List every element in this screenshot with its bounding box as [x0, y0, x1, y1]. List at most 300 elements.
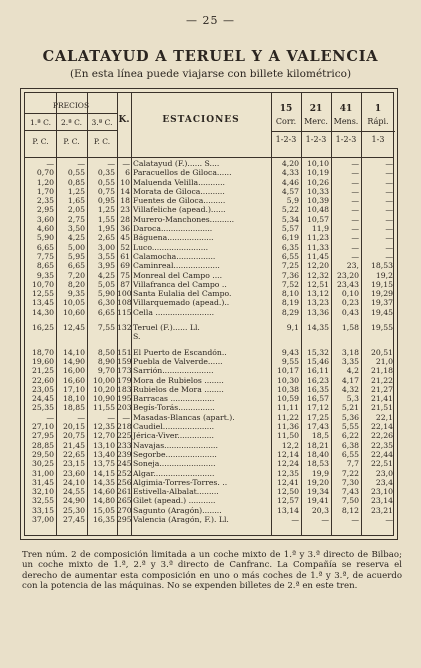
train-15-time: 10,59	[276, 394, 299, 404]
train-41-time: —	[351, 177, 359, 187]
train-15-time: 4,57	[281, 186, 299, 196]
train-1-time: 23,21	[370, 505, 393, 515]
price-2: 5,95	[67, 251, 85, 261]
train-1-time: 18,53	[370, 261, 393, 271]
train-21-time: 13,12	[306, 289, 329, 299]
train-15-time: 11,50	[276, 431, 299, 441]
train-41-time: 6,38	[341, 440, 359, 450]
km: 239	[117, 449, 132, 459]
price-3: 0,75	[97, 186, 115, 196]
table-row	[25, 289, 393, 298]
train-21-time: 16,35	[306, 384, 329, 394]
page-number: — 25 —	[186, 14, 235, 27]
train-1-time: 21,41	[370, 394, 393, 404]
train-15-time: 10,30	[276, 375, 299, 385]
train-41-time: 0,43	[341, 307, 359, 317]
train-15-time: 12,41	[276, 477, 299, 487]
km: 28	[120, 214, 130, 224]
station-name: Calamocha................	[133, 251, 216, 261]
train-15-time: 6,35	[281, 242, 299, 252]
train-15-time: 10,17	[276, 366, 299, 376]
header-train-1-type: Rápi.	[367, 117, 389, 126]
km: 151	[117, 347, 132, 357]
header-pc-2: P. C.	[63, 137, 80, 146]
header-train-21-type: Merc.	[304, 117, 328, 126]
price-1: 31,00	[31, 468, 54, 478]
price-1: 27,95	[31, 431, 54, 441]
price-1: 18,70	[31, 347, 54, 357]
price-1: 5,90	[36, 233, 54, 243]
station-name: Sarrión.....................	[133, 366, 214, 376]
price-2: 10,05	[62, 298, 85, 308]
price-2: 24,90	[62, 496, 85, 506]
station-name: Monreal del Campo ....	[133, 270, 223, 280]
page-title: CALATAYUD A TERUEL Y A VALENCIA	[42, 48, 379, 65]
train-15-time: 5,34	[281, 214, 299, 224]
table-row	[25, 459, 393, 468]
price-2: —	[77, 412, 85, 422]
price-3: 6,65	[97, 307, 115, 317]
train-1-time: —	[385, 168, 393, 178]
price-2: 5,00	[67, 242, 85, 252]
price-1: 29,50	[31, 449, 54, 459]
header-class-1: 1.ª C.	[30, 118, 51, 127]
price-1: 28,85	[31, 440, 54, 450]
price-2: 7,20	[67, 270, 85, 280]
header-pc-1: P. C.	[32, 137, 49, 146]
train-1-time: —	[385, 177, 393, 187]
header-estaciones: ESTACIONES	[162, 115, 240, 125]
price-3: —	[107, 159, 115, 168]
km: 10	[120, 177, 130, 187]
table-row	[25, 243, 393, 252]
train-21-time: 17,25	[306, 412, 329, 422]
station-name: Daroca.....................	[133, 224, 213, 234]
train-15-time: 7,36	[281, 270, 299, 280]
train-41-time: —	[351, 251, 359, 261]
train-41-time: —	[351, 214, 359, 224]
price-1: 13,45	[31, 298, 54, 308]
train-15-time: 12,35	[276, 468, 299, 478]
price-2: 10,60	[62, 307, 85, 317]
train-41-time: —	[351, 233, 359, 243]
train-21-time: 16,57	[306, 394, 329, 404]
train-21-time: 11,33	[306, 242, 329, 252]
price-3: 0,95	[97, 196, 115, 206]
table-row	[25, 298, 393, 307]
train-1-time: 19,45	[370, 307, 393, 317]
header-pc-3: P. C.	[93, 137, 111, 146]
price-2: 24,10	[62, 477, 85, 487]
train-1-time: 19,2	[375, 270, 393, 280]
train-1-time: —	[385, 242, 393, 252]
price-2: 18,85	[62, 403, 85, 413]
station-name: Paracuellos de Giloca......	[133, 168, 232, 178]
price-2: 0,85	[67, 177, 85, 187]
table-row	[25, 422, 393, 431]
train-21-time: 10,48	[306, 205, 329, 215]
station-name: Villafranca del Campo ..	[133, 279, 227, 289]
price-1: 22,60	[31, 375, 54, 385]
train-41-time: —	[351, 242, 359, 252]
train-41-time: —	[351, 186, 359, 196]
table-row	[25, 506, 393, 515]
table-row	[25, 487, 393, 496]
train-41-time: 7,30	[341, 477, 359, 487]
table-row	[25, 271, 393, 280]
header-class-2: 2.ª C.	[61, 118, 82, 127]
train-15-time: 11,11	[276, 403, 299, 413]
table-row	[25, 224, 393, 233]
station-name: Caudiel.....................	[133, 422, 215, 432]
station-name: Algar.........................	[133, 468, 215, 478]
price-2: 24,55	[62, 487, 85, 497]
price-3: 4,25	[97, 270, 115, 280]
price-3: 7,55	[97, 323, 115, 333]
price-3: —	[107, 412, 115, 422]
header-km: K.	[118, 115, 130, 125]
train-1-time: —	[385, 205, 393, 215]
station-name: Morata de Giloca..........	[133, 186, 225, 196]
station-name: Luco.......................	[133, 242, 209, 252]
train-15-time: 12,2	[281, 440, 299, 450]
price-3: 8,90	[97, 356, 115, 366]
train-1-time: 21,0	[375, 356, 393, 366]
price-2: 16,60	[62, 375, 85, 385]
km: 218	[117, 422, 132, 432]
km: 87	[120, 279, 130, 289]
km: 108	[117, 298, 132, 308]
km: 23	[120, 205, 130, 215]
train-41-time: 1,58	[341, 323, 359, 333]
train-21-time: 16,11	[306, 366, 329, 376]
timetable-rows	[25, 159, 393, 524]
train-41-time: —	[351, 159, 359, 168]
train-21-time: 11,9	[311, 224, 329, 234]
price-2: 23,60	[62, 468, 85, 478]
price-1: —	[46, 412, 54, 422]
train-21-time: 15,46	[306, 356, 329, 366]
km: 115	[117, 307, 132, 317]
train-1-time: 22,35	[370, 440, 393, 450]
price-3: 13,75	[92, 459, 115, 469]
header-divider	[25, 130, 117, 131]
price-1: 33,15	[31, 505, 54, 515]
km: 18	[120, 196, 130, 206]
train-41-time: 23,43	[336, 279, 359, 289]
train-21-time: 11,45	[306, 251, 329, 261]
table-row	[25, 357, 393, 366]
price-3: 3,55	[97, 251, 115, 261]
table-row	[25, 394, 393, 403]
km: 295	[117, 514, 132, 524]
header-train-21-num: 21	[309, 104, 323, 114]
price-2: 3,50	[67, 224, 85, 234]
station-name: Jérica-Viver...............	[133, 431, 214, 441]
train-41-time: 5,21	[341, 403, 359, 413]
train-15-time: 9,1	[286, 323, 299, 333]
table-row	[25, 403, 393, 412]
price-2: 14,90	[62, 356, 85, 366]
header-divider	[271, 131, 395, 132]
price-2: 4,25	[67, 233, 85, 243]
km: 132	[117, 323, 132, 333]
table-row	[25, 515, 393, 524]
price-1: 2,95	[36, 205, 54, 215]
train-15-time: 4,46	[281, 177, 299, 187]
train-41-time: 0,23	[341, 298, 359, 308]
train-41-time: 23,20	[336, 270, 359, 280]
train-1-time: 19,29	[370, 289, 393, 299]
price-1: 30,25	[31, 459, 54, 469]
station-name: Estivella-Albalat.........	[133, 487, 219, 497]
timetable-frame	[24, 92, 394, 536]
train-1-time: 23,0	[375, 468, 393, 478]
price-2: 1,65	[67, 196, 85, 206]
header-train-15-num: 15	[279, 104, 293, 114]
train-15-time: —	[291, 514, 299, 524]
header-train-15-type: Corr.	[275, 117, 297, 126]
price-1: 16,25	[31, 323, 54, 333]
price-2: 22,65	[62, 449, 85, 459]
train-21-time: 10,33	[306, 186, 329, 196]
train-41-time: 5,3	[346, 394, 359, 404]
station-name: Maluenda Velilla...........	[133, 177, 226, 187]
train-21-time: 12,51	[306, 279, 329, 289]
table-row	[25, 431, 393, 440]
price-2: 12,45	[62, 323, 85, 333]
train-41-time: —	[351, 168, 359, 178]
timetable-header	[25, 93, 393, 158]
train-1-time: 19,37	[370, 298, 393, 308]
station-name: Begís-Torás...............	[133, 403, 215, 413]
price-1: 32,55	[31, 496, 54, 506]
table-row	[25, 261, 393, 270]
km: —	[122, 412, 130, 422]
km: 159	[117, 356, 132, 366]
km: 245	[117, 459, 132, 469]
station-name: Caminreal...................	[133, 261, 220, 271]
train-41-time: 3,35	[341, 356, 359, 366]
train-21-time: 17,12	[306, 403, 329, 413]
price-2: 14,10	[62, 347, 85, 357]
train-21-time: 18,53	[306, 459, 329, 469]
price-2: 17,10	[62, 384, 85, 394]
station-name: Sagunto (Aragón)........	[133, 505, 222, 515]
train-21-time: 19,20	[306, 477, 329, 487]
train-41-time: 0,10	[341, 289, 359, 299]
train-21-time: 19,41	[306, 496, 329, 506]
train-41-time: 4,32	[341, 384, 359, 394]
price-3: 13,40	[92, 449, 115, 459]
header-train-15-classes: 1-2-3	[275, 135, 297, 144]
train-15-time: 8,19	[281, 298, 299, 308]
price-2: 16,00	[62, 366, 85, 376]
train-21-time: 10,19	[306, 168, 329, 178]
train-21-time: 16,23	[306, 375, 329, 385]
train-21-time: 11,23	[306, 233, 329, 243]
table-row	[25, 178, 393, 187]
table-row	[25, 496, 393, 505]
train-1-time: 22,1	[375, 412, 393, 422]
price-1: 7,75	[36, 251, 54, 261]
train-41-time: 4,2	[346, 366, 359, 376]
train-15-time: 4,33	[281, 168, 299, 178]
station-name: Masadas-Blancas (apart.).	[133, 412, 235, 422]
price-3: 10,20	[92, 384, 115, 394]
km: 69	[120, 261, 130, 271]
header-train-1-classes: 1-3	[371, 135, 385, 144]
train-1-time: 20,51	[370, 347, 393, 357]
train-1-time: —	[385, 186, 393, 196]
train-41-time: 5,36	[341, 412, 359, 422]
price-2: 27,45	[62, 514, 85, 524]
price-2: 2,75	[67, 214, 85, 224]
table-row	[25, 332, 393, 341]
train-41-time: 4,17	[341, 375, 359, 385]
table-row	[25, 323, 393, 332]
price-1: 9,35	[36, 270, 54, 280]
train-15-time: 11,22	[276, 412, 299, 422]
price-1: 6,65	[36, 242, 54, 252]
km: 203	[117, 403, 132, 413]
km: 100	[117, 289, 132, 299]
km: 270	[117, 505, 132, 515]
train-15-time: 7,52	[281, 279, 299, 289]
price-3: 10,00	[92, 375, 115, 385]
train-1-time: —	[385, 159, 393, 168]
train-1-time: 23,10	[370, 487, 393, 497]
station-name: Barracas ..................	[133, 394, 215, 404]
table-row	[25, 187, 393, 196]
train-1-time: 22,51	[370, 459, 393, 469]
train-1-time: 21,18	[370, 366, 393, 376]
km: 45	[120, 233, 130, 243]
table-row	[25, 376, 393, 385]
train-1-time: —	[385, 214, 393, 224]
train-21-time: 18,40	[306, 449, 329, 459]
price-3: 11,55	[92, 403, 115, 413]
price-2: 8,20	[67, 279, 85, 289]
km: 179	[117, 375, 132, 385]
price-1: 1,20	[36, 177, 54, 187]
train-15-time: 13,14	[276, 505, 299, 515]
km: 183	[117, 384, 132, 394]
station-name: Cella ........................	[133, 307, 215, 317]
train-15-time: 11,36	[276, 422, 299, 432]
station-name: Soneja.......................	[133, 459, 216, 469]
table-row	[25, 478, 393, 487]
station-name: Mora de Rubielos ........	[133, 375, 224, 385]
header-train-21-classes: 1-2-3	[305, 135, 327, 144]
price-1: 8,65	[36, 261, 54, 271]
price-3: 1,25	[97, 205, 115, 215]
train-21-time: 10,39	[306, 196, 329, 206]
price-2: 23,15	[62, 459, 85, 469]
price-3: 2,65	[97, 233, 115, 243]
price-3: 5,05	[97, 279, 115, 289]
train-1-time: 21,51	[370, 403, 393, 413]
station-name: S.	[133, 332, 141, 342]
header-train-41-classes: 1-2-3	[335, 135, 357, 144]
table-row	[25, 280, 393, 289]
price-3: 3,00	[97, 242, 115, 252]
train-41-time: 5,55	[341, 422, 359, 432]
km: 52	[120, 242, 130, 252]
train-1-time: 21,27	[370, 384, 393, 394]
station-name: Villafeliche (apead.)......	[133, 205, 226, 215]
train-21-time: 19,34	[306, 487, 329, 497]
price-1: 27,10	[31, 422, 54, 432]
train-1-time: 23,14	[370, 496, 393, 506]
train-1-time: —	[385, 251, 393, 261]
price-1: 10,70	[31, 279, 54, 289]
station-name: Valencia (Aragón, F.). Ll.	[133, 514, 229, 524]
station-name: El Puerto de Escandón..	[133, 347, 227, 357]
price-3: 14,80	[92, 496, 115, 506]
train-41-time: 7,43	[341, 487, 359, 497]
train-21-time: 12,32	[306, 270, 329, 280]
train-1-time: 22,26	[370, 431, 393, 441]
header-train-41-num: 41	[339, 104, 353, 114]
price-3: 0,35	[97, 168, 115, 178]
train-1-time: 22,14	[370, 422, 393, 432]
table-row	[25, 308, 393, 317]
train-41-time: —	[351, 196, 359, 206]
station-name: Villarquemado (apead.)..	[133, 298, 230, 308]
train-15-time: 10,38	[276, 384, 299, 394]
price-3: 3,95	[97, 261, 115, 271]
table-row	[25, 233, 393, 242]
train-15-time: 6,55	[281, 251, 299, 261]
station-name: Segorbe.....................	[133, 449, 217, 459]
train-15-time: 5,57	[281, 224, 299, 234]
table-row	[25, 441, 393, 450]
train-15-time: 9,55	[281, 356, 299, 366]
price-2: 1,25	[67, 186, 85, 196]
price-2: 18,10	[62, 394, 85, 404]
train-41-time: —	[351, 514, 359, 524]
price-1: 14,30	[31, 307, 54, 317]
km: 6	[125, 168, 130, 178]
station-name: Algimia-Torres-Torres. ..	[133, 477, 228, 487]
price-1: 12,55	[31, 289, 54, 299]
price-1: 4,60	[36, 224, 54, 234]
header-class-3: 3.ª C.	[91, 118, 113, 127]
train-21-time: 10,26	[306, 177, 329, 187]
train-15-time: 12,14	[276, 449, 299, 459]
km: 256	[117, 477, 132, 487]
train-15-time: 5,9	[286, 196, 299, 206]
station-name: Santa Eulalia del Campo.	[133, 289, 232, 299]
price-1: 2,35	[36, 196, 54, 206]
train-41-time: —	[351, 205, 359, 215]
table-row	[25, 205, 393, 214]
price-3: 8,50	[97, 347, 115, 357]
km: 233	[117, 440, 132, 450]
price-3: 13,10	[92, 440, 115, 450]
train-1-time: 21,22	[370, 375, 393, 385]
station-name: Navajas......................	[133, 440, 218, 450]
price-2: —	[77, 159, 85, 168]
train-41-time: 23,	[346, 261, 359, 271]
price-3: 0,55	[97, 177, 115, 187]
train-1-time: 19,55	[370, 323, 393, 333]
table-row	[25, 159, 393, 168]
train-1-time: —	[385, 514, 393, 524]
train-1-time: 19,15	[370, 279, 393, 289]
train-1-time: —	[385, 196, 393, 206]
